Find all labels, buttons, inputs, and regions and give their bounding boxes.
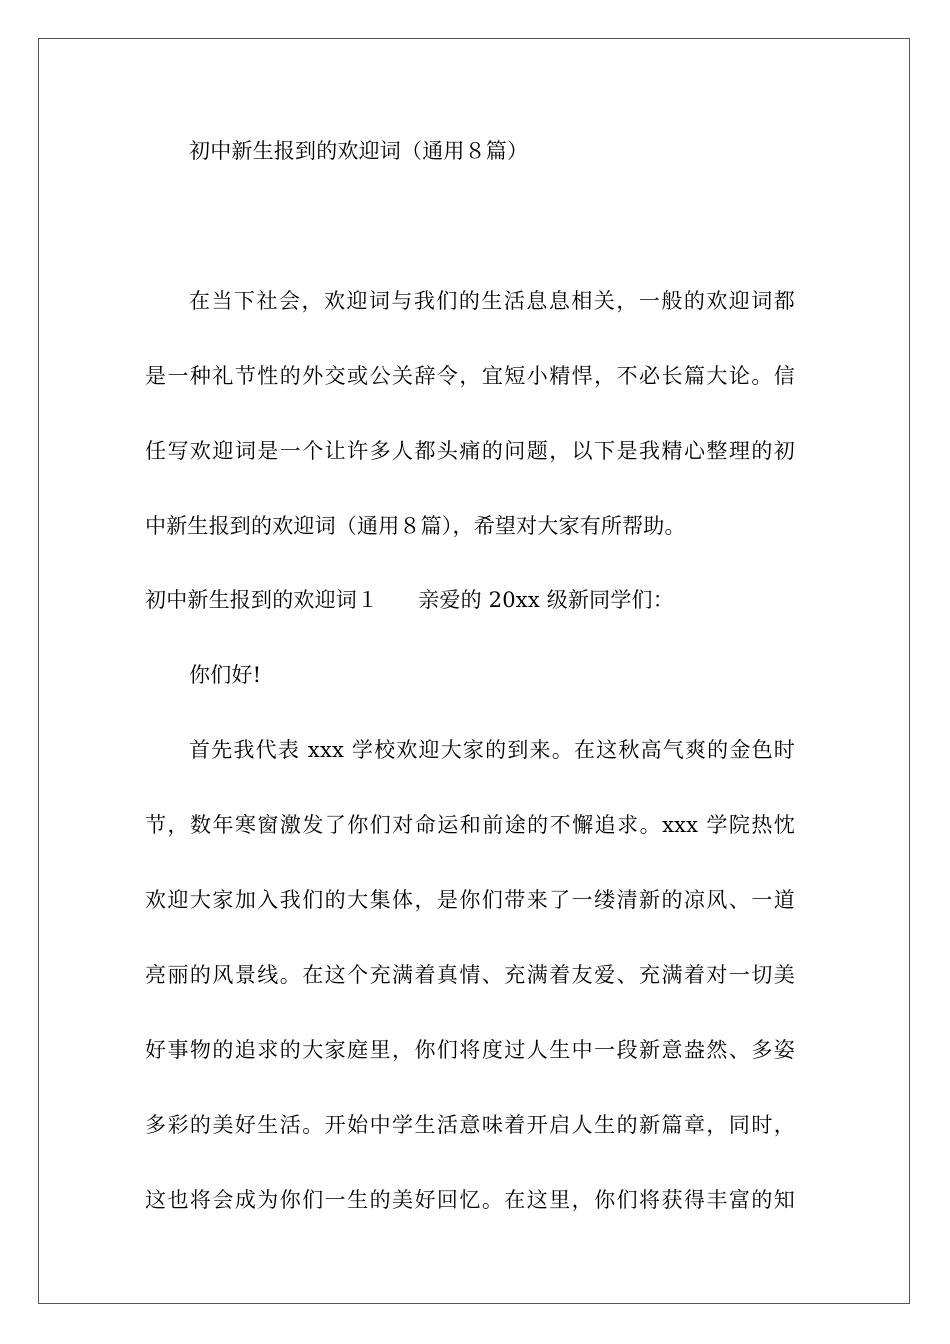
intro-line-4: 中新生报到的欢迎词（通用８篇），希望对大家有所帮助。 xyxy=(145,514,686,538)
body-line-6: 多彩的美好生活。开始中学生活意味着开启人生的新篇章，同时， xyxy=(145,1113,795,1137)
document-title: 初中新生报到的欢迎词（通用８篇） xyxy=(189,139,529,163)
section-heading-row xyxy=(145,585,795,615)
body-line-7: 这也将会成为你们一生的美好回忆。在这里，你们将获得丰富的知 xyxy=(145,1188,795,1212)
body-line-5: 好事物的追求的大家庭里，你们将度过人生中一段新意盎然、多姿 xyxy=(145,1038,795,1062)
salutation: 亲爱的 20xx 级新同学们： xyxy=(418,588,674,612)
body-line-1: 首先我代表 xxx 学校欢迎大家的到来。在这秋高气爽的金色时 xyxy=(189,738,795,762)
intro-line-3: 任写欢迎词是一个让许多人都头痛的问题，以下是我精心整理的初 xyxy=(145,439,795,463)
body-line-2: 节，数年寒窗激发了你们对命运和前途的不懈追求。xxx 学院热忱 xyxy=(145,813,795,837)
body-line-3: 欢迎大家加入我们的大集体，是你们带来了一缕清新的凉风、一道 xyxy=(145,888,795,912)
section-heading: 初中新生报到的欢迎词１ xyxy=(145,588,379,612)
intro-line-2: 是一种礼节性的外交或公关辞令，宜短小精悍，不必长篇大论。信 xyxy=(145,364,795,388)
body-line-4: 亮丽的风景线。在这个充满着真情、充满着友爱、充满着对一切美 xyxy=(145,963,795,987)
intro-line-1: 在当下社会，欢迎词与我们的生活息息相关，一般的欢迎词都 xyxy=(189,289,795,313)
greeting: 你们好! xyxy=(189,663,262,687)
